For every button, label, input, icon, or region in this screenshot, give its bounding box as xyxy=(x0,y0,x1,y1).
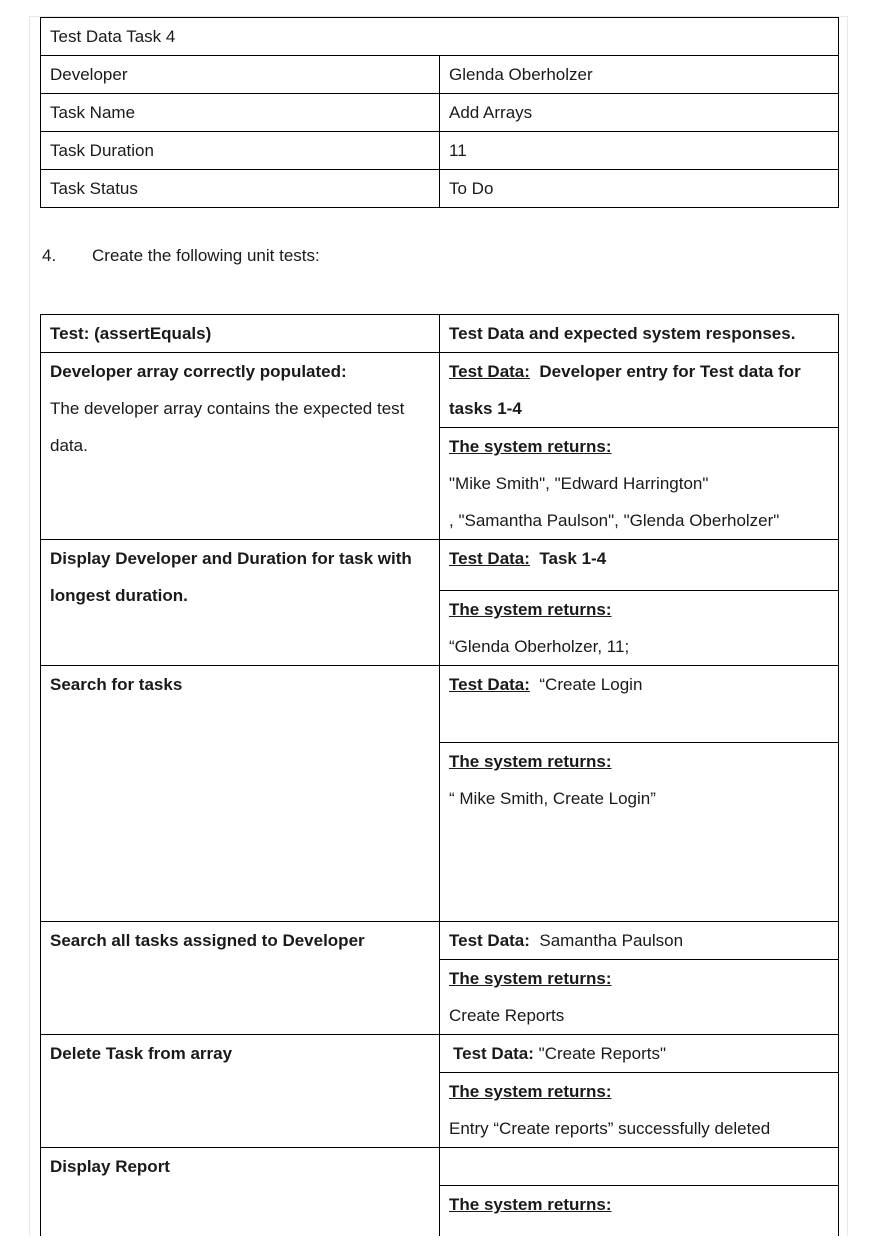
header-test-data: Test Data and expected system responses. xyxy=(440,315,839,353)
returns-label: The system returns: xyxy=(449,1082,612,1101)
page-bottom-edge xyxy=(0,1236,882,1260)
developer-label: Developer xyxy=(41,56,440,94)
returns-value: Create Reports xyxy=(449,1006,565,1025)
test-data-cell xyxy=(440,1148,839,1186)
test-data-label: Test Data: xyxy=(449,362,530,381)
task4-title-row xyxy=(41,18,839,56)
task-name-label: Task Name xyxy=(41,94,440,132)
test-title: Display Developer and Duration for task with longest duration. xyxy=(41,540,440,666)
test-data-label: Test Data: xyxy=(453,1044,534,1063)
instruction-text: Create the following unit tests: xyxy=(92,246,320,265)
header-row xyxy=(41,315,839,353)
returns-label: The system returns: xyxy=(449,1195,612,1214)
instruction-item xyxy=(42,241,320,271)
developer-value: Glenda Oberholzer xyxy=(440,56,839,94)
unit-tests-table xyxy=(40,314,839,1260)
task-duration-value: 11 xyxy=(440,132,839,170)
test-data-value: Developer entry for Test data for tasks 1-4 xyxy=(449,362,801,418)
returns-value: Entry “Create reports” successfully deleted xyxy=(449,1119,771,1138)
test-data-label: Test Data: xyxy=(449,675,530,694)
table-row xyxy=(41,353,839,428)
document-page xyxy=(29,16,848,1260)
returns-label: The system returns: xyxy=(449,752,612,771)
test-title: Search all tasks assigned to Developer xyxy=(41,922,440,1035)
returns-cell xyxy=(440,591,839,666)
test-data-value: Samantha Paulson xyxy=(539,931,684,950)
test-title: Developer array correctly populated: xyxy=(50,362,347,381)
task-name-value: Add Arrays xyxy=(440,94,839,132)
test-data-value: Task 1-4 xyxy=(539,549,607,568)
task-duration-label: Task Duration xyxy=(41,132,440,170)
table-row xyxy=(41,922,839,960)
returns-value: , "Samantha Paulson", "Glenda Oberholzer" xyxy=(449,511,780,530)
test-data-value: "Create Reports" xyxy=(538,1044,667,1063)
test-description: The developer array contains the expected test data. xyxy=(50,399,405,455)
table-row xyxy=(41,132,839,170)
returns-value: “Glenda Oberholzer, 11; xyxy=(449,637,630,656)
table-row xyxy=(41,666,839,743)
header-test: Test: (assertEquals) xyxy=(41,315,440,353)
test-cell xyxy=(41,353,440,540)
returns-value: “ Mike Smith, Create Login” xyxy=(449,789,656,808)
task-status-label: Task Status xyxy=(41,170,440,208)
returns-cell xyxy=(440,743,839,922)
table-row xyxy=(41,94,839,132)
test-data-label: Test Data: xyxy=(449,549,530,568)
table-row xyxy=(41,56,839,94)
table-row xyxy=(41,1035,839,1073)
test-data-cell xyxy=(440,1035,839,1073)
returns-cell xyxy=(440,428,839,540)
returns-label: The system returns: xyxy=(449,969,612,988)
test-data-cell xyxy=(440,353,839,428)
returns-label: The system returns: xyxy=(449,600,612,619)
task4-title: Test Data Task 4 xyxy=(41,18,839,56)
test-data-cell xyxy=(440,540,839,591)
returns-cell xyxy=(440,1073,839,1148)
instruction-number: 4. xyxy=(42,246,57,265)
test-data-label: Test Data: xyxy=(449,931,530,950)
returns-label: The system returns: xyxy=(449,437,612,456)
test-data-value: “Create Login xyxy=(539,675,643,694)
returns-value: "Mike Smith", "Edward Harrington" xyxy=(449,474,709,493)
test-title: Delete Task from array xyxy=(41,1035,440,1148)
table-row xyxy=(41,1148,839,1186)
test-data-cell xyxy=(440,922,839,960)
test-title: Display Report xyxy=(41,1148,440,1260)
table-row xyxy=(41,170,839,208)
task-status-value: To Do xyxy=(440,170,839,208)
test-data-cell xyxy=(440,666,839,743)
table-row xyxy=(41,540,839,591)
task4-table xyxy=(40,17,839,208)
test-title: Search for tasks xyxy=(41,666,440,922)
returns-cell xyxy=(440,960,839,1035)
